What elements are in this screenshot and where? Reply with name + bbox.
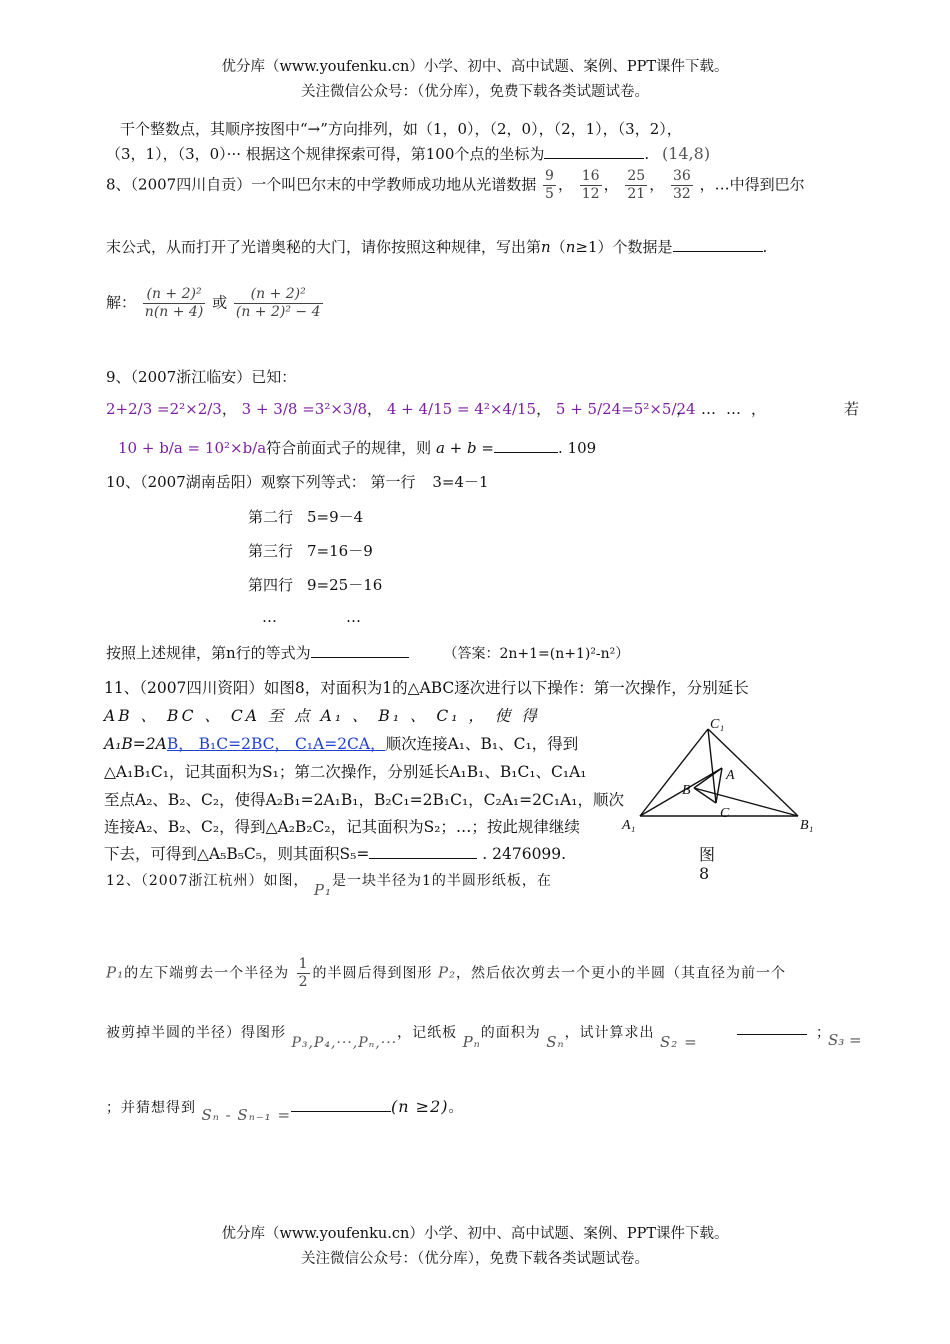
q10-question-text: 按照上述规律，第n行的等式为 — [106, 644, 311, 662]
q11-line-7 — [104, 842, 566, 864]
q12-line-1-b: 是一块半径为1的半圆形纸板，在 — [332, 873, 552, 889]
q12-end: 。 — [448, 1100, 464, 1116]
q12-line-2-a: 的左下端剪去一个半径为 — [124, 965, 290, 982]
q8-fraction-3: $\frac{25}{21}$ — [627, 168, 646, 202]
q11-line-4: △A₁B₁C₁，记其面积为S₁；第二次操作，分别延长A₁B₁、B₁C₁、C₁A₁ — [104, 763, 587, 781]
fig-line-a1c1 — [640, 729, 708, 816]
q8-fraction-1: $\frac{9}{5}$ — [545, 168, 554, 202]
q10-title — [106, 471, 489, 492]
q8-solution — [106, 286, 325, 321]
q12-line-3-b: ，记纸板 — [397, 1025, 458, 1041]
q8-answer-blank — [673, 237, 763, 252]
q8-solution-or: 或 — [212, 293, 228, 312]
q10-answer-blank — [311, 643, 409, 658]
q9-answer-blank — [494, 438, 558, 453]
q9-eq-3: 4 + 4/15 = 4²×4/15 — [386, 400, 537, 418]
q10-ellipsis-1: … — [262, 608, 277, 626]
q8-fraction-2: $\frac{16}{12}$ — [581, 168, 600, 202]
q7-line-2 — [106, 143, 710, 164]
q9-ruo: 若 — [844, 400, 860, 418]
q12-line-3-c: 的面积为 — [480, 1025, 541, 1041]
q11-line-3 — [104, 732, 578, 754]
q9-eq-4: 5 + 5/24=5²×5/24 — [555, 400, 696, 418]
q12-line-4-a: ；并猜想得到 — [106, 1100, 196, 1116]
figure-label-1: 图 — [699, 845, 716, 864]
q11-answer: . 2476099. — [482, 845, 567, 863]
q8-n2: n — [565, 238, 576, 256]
q8-line-2 — [106, 236, 767, 257]
q7-tail: . — [644, 145, 650, 163]
q8-line-1 — [106, 168, 805, 203]
q10-ellipsis-2: … — [346, 608, 361, 626]
q12-line-3-end: ； — [816, 1025, 830, 1041]
q10-question — [106, 642, 629, 663]
q10-row-2: 第二行 5=9－4 — [248, 508, 364, 526]
q10-row-4: 第四行 9=25－16 — [248, 576, 383, 594]
q9-expr: a + b = — [435, 439, 494, 457]
q8-sep: ， — [603, 175, 619, 194]
q12-line-2 — [106, 956, 786, 991]
q12-p1: P₁ — [313, 881, 333, 899]
q12-line-3 — [106, 1022, 698, 1051]
q12-s3: S₃ = — [828, 1031, 862, 1049]
q9-eq-2: 3 + 3/8 =3²×3/8 — [241, 400, 368, 418]
fig-line-bb1 — [694, 788, 798, 816]
q8-line-2-b: （ — [550, 238, 566, 256]
q12-s2-blank — [737, 1034, 807, 1035]
header-line-1: 优分库（www.youfenku.cn）小学、初中、高中试题、案例、PPT课件下载。 — [221, 59, 729, 75]
q9-equations: 2+2/3 =2²×2/3， 3 + 3/8 =3²×3/8， 4 + 4/15 = 4²×4/15， 5 + 5/24=5²×5/24 — [106, 400, 696, 418]
q12-half-fraction: $\frac{1}{2}$ — [298, 956, 309, 990]
q11-line-7-text: 下去，可得到△A₅B₅C₅，则其面积S₅= — [104, 845, 370, 863]
footer-line-1: 优分库（www.youfenku.cn）小学、初中、高中试题、案例、PPT课件下载。 — [221, 1226, 729, 1242]
q11-line-3-blue: B， B₁C=2BC， C₁A=2CA， — [166, 735, 386, 753]
q12-line-4 — [106, 1097, 464, 1124]
header-line-2: 关注微信公众号：（优分库），免费下载各类试题试卷。 — [301, 84, 649, 100]
q8-end: . — [762, 238, 768, 256]
q8-sep: ， — [649, 175, 665, 194]
q9-answer: 109 — [567, 439, 597, 457]
fig-label-b1: B₁ — [800, 818, 814, 833]
fig-label-a: A — [726, 768, 735, 783]
q12-diff: Sₙ - Sₙ₋₁ = — [201, 1106, 292, 1124]
q9-eq-5: 10 + b/a = 10²×b/a — [118, 439, 267, 457]
q12-s2: S₂ = — [660, 1033, 698, 1051]
q8-solution-fraction-2: $\frac{\text{(n + 2)²}}{\text{(n + 2)² − 4}}$ — [235, 286, 321, 320]
q12-cond: (n ≥2) — [391, 1097, 449, 1116]
q11-line-3-a: A₁B=2A — [104, 735, 167, 753]
q12-seq: P₃,P₄,···,Pₙ,··· — [291, 1035, 398, 1051]
q11-line-3-b: 顺次连接A₁、B₁、C₁，得到 — [385, 735, 579, 753]
q12-p2: P₂ — [437, 963, 457, 982]
q7-line-1: 干个整数点，其顺序按图中“→”方向排列，如（1，0），（2，0），（2，1），（3，2）， — [120, 120, 682, 138]
q9-dots: ，……， — [676, 400, 777, 418]
footer-line-2: 关注微信公众号：（优分库），免费下载各类试题试卷。 — [301, 1251, 649, 1267]
q9-line-2 — [118, 437, 596, 458]
q8-fraction-4: $\frac{36}{32}$ — [672, 168, 691, 202]
q12-diff-blank — [291, 1101, 391, 1112]
fig-label-c1: C₁ — [710, 717, 725, 732]
fig-label-b: B — [682, 783, 691, 798]
fig-line-ab — [694, 768, 722, 788]
q7-line-2-text: （3，1），（3，0）··· 根据这个规律探索可得，第100个点的坐标为 — [106, 145, 545, 163]
q12-sn: Sₙ — [546, 1033, 565, 1051]
q8-line-2-a: 末公式，从而打开了光谱奥秘的大门，请你按照这种规律，写出第 — [106, 238, 542, 256]
q12-line-3-a: 被剪掉半圆的半径）得图形 — [106, 1025, 286, 1041]
q8-solution-label: 解： — [106, 293, 137, 312]
q12-pn: Pₙ — [462, 1033, 481, 1051]
q8-line-2-c: ≥1）个数据是 — [575, 238, 673, 256]
q12-p1-again: P₁ — [106, 963, 125, 982]
q10-title-text: 10、（2007湖南岳阳）观察下列等式： — [106, 473, 366, 491]
q8-sep: ， — [557, 175, 573, 194]
q12-line-1 — [106, 870, 552, 899]
figure-label-2: 8 — [699, 864, 710, 883]
q9-title: 9、（2007浙江临安）已知： — [106, 368, 297, 386]
q11-answer-blank — [369, 844, 477, 859]
q12-line-2-c: ，然后依次剪去一个更小的半圆（其直径为前一个 — [456, 965, 787, 982]
q7-answer: (14,8) — [661, 144, 711, 163]
q7-answer-blank — [544, 144, 644, 159]
q9-text: 符合前面式子的规律，则 — [266, 439, 432, 457]
fig-label-c: C — [720, 806, 730, 821]
q9-eq-1: 2+2/3 =2²×2/3 — [106, 400, 222, 418]
q12-line-2-b: 的半圆后得到图形 — [312, 965, 433, 982]
q12-line-1-a: 12、（2007浙江杭州）如图， — [106, 873, 309, 889]
q11-line-2: AB 、 BC 、 CA 至 点 A₁ 、 B₁ 、 C₁ ， 使 得 — [104, 707, 540, 725]
fig-label-a1: A₁ — [622, 818, 636, 833]
q10-row-1-label: 第一行 — [370, 473, 416, 491]
q12-line-3-d: ，试计算求出 — [564, 1025, 655, 1041]
q8-suffix: ，…中得到巴尔 — [699, 175, 805, 194]
q10-row-1-eq: 3=4－1 — [432, 473, 489, 491]
q8-prefix: 8、（2007四川自贡）一个叫巴尔末的中学教师成功地从光谱数据 — [106, 175, 537, 194]
q11-line-1: 11、（2007四川资阳）如图8，对面积为1的△ABC逐次进行以下操作：第一次操作，分别延长 — [104, 679, 749, 697]
q9-end: . — [557, 439, 563, 457]
q8-solution-fraction-1: $\frac{\text{(n + 2)²}}{n(n + 4)}$ — [144, 286, 204, 320]
q10-row-3: 第三行 7=16－9 — [248, 542, 373, 560]
fig-line-ac — [716, 768, 722, 803]
q8-n: n — [541, 238, 551, 256]
q11-line-6: 连接A₂、B₂、C₂，得到△A₂B₂C₂，记其面积为S₂；…；按此规律继续 — [104, 818, 580, 836]
figure-8 — [620, 716, 820, 840]
q10-answer: （答案：2n+1=(n+1)²-n²） — [443, 646, 630, 662]
q11-line-5: 至点A₂、B₂、C₂，使得A₂B₁=2A₁B₁，B₂C₁=2B₁C₁，C₂A₁=2C₁A₁，顺次 — [104, 791, 624, 809]
